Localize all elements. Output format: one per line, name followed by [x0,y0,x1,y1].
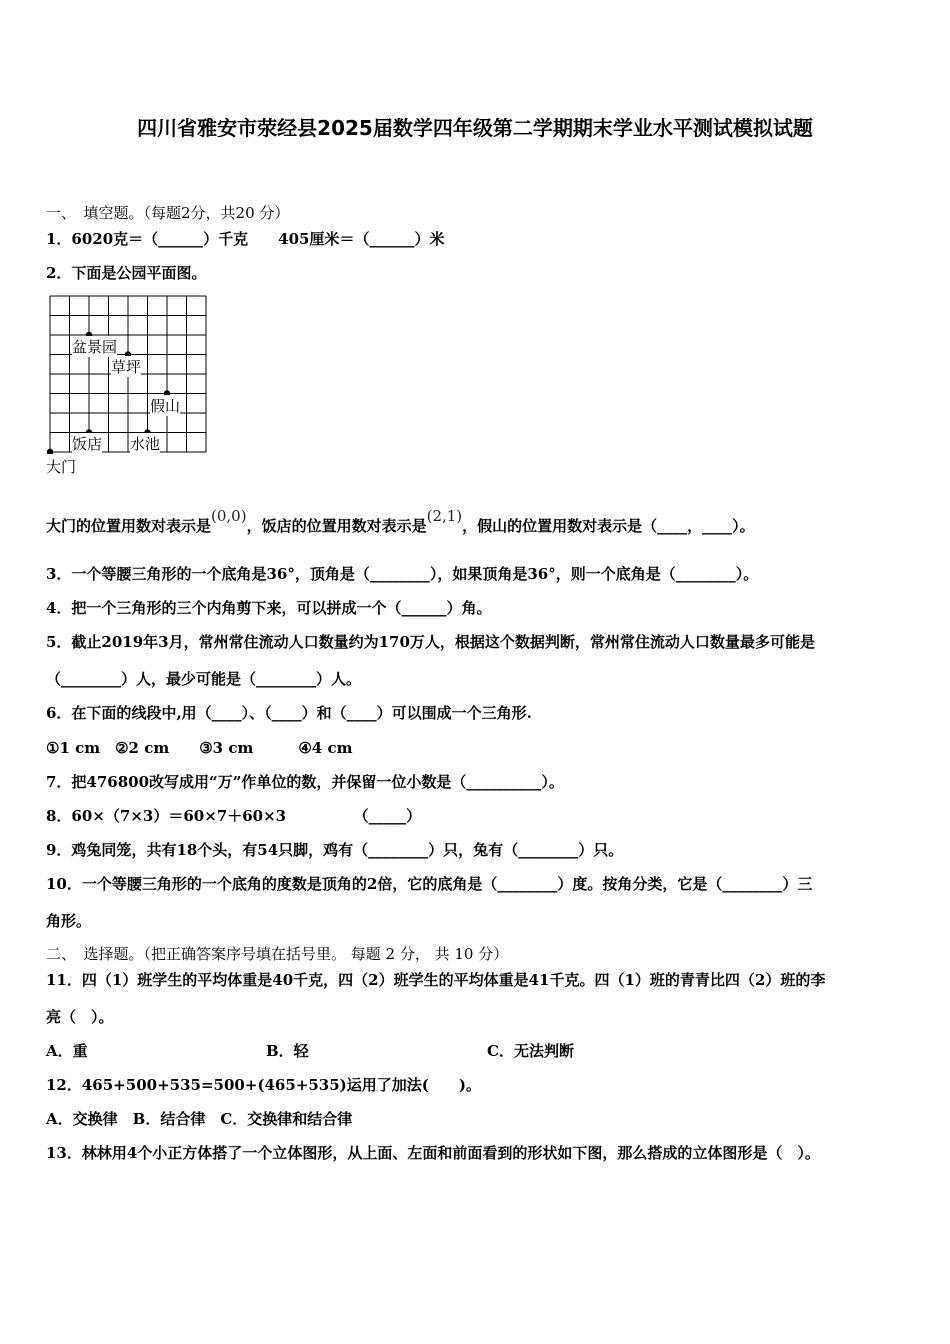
question-12: 12．465+500+535=500+(465+535)运用了加法( )。 [46,1076,481,1094]
question-5-line2: （________）人，最少可能是（________）人。 [46,670,362,688]
gate-point [47,449,53,454]
question-1: 1．6020克＝（______）千克 405厘米＝（______）米 [46,230,445,248]
label-rockery: 假山 [150,397,181,415]
question-2-text [46,507,755,536]
question-11-line1: 11．四（1）班学生的平均体重是40千克，四（2）班学生的平均体重是41千克。四（1）班的青青比四（2）班的李 [46,971,826,989]
question-12-options: A．交换律 B．结合律 C．交换律和结合律 [46,1110,353,1128]
coord-gate: (0,0) [211,507,247,525]
question-5-line1: 5．截止2019年3月，常州常住流动人口数量约为170万人，根据这个数据判断，常州常住流动人口数量最多可能是 [46,633,815,651]
question-4: 4．把一个三角形的三个内角剪下来，可以拼成一个（______）角。 [46,599,492,617]
q2-part1: 大门的位置用数对表示是 [46,517,212,535]
page-title: 四川省雅安市荥经县2025届数学四年级第二学期期末学业水平测试模拟试题 [137,116,813,140]
section-2-heading: 二、 选择题。（把正确答案序号填在括号里。 每题 2 分， 共 10 分） [46,945,509,963]
question-10-line2: 角形。 [46,912,92,930]
question-13: 13．林林用4个小正方体搭了一个立体图形，从上面、左面和前面看到的形状如下图，那么搭成的立体图形是（ ）。 [46,1144,820,1162]
question-11-option-a: A．重 [46,1042,88,1060]
question-2: 2．下面是公园平面图。 [46,264,207,282]
question-9: 9．鸡兔同笼，共有18个头，有54只脚，鸡有（________）只，兔有（________）只。 [46,841,624,859]
coord-restaurant: (2,1) [426,507,463,525]
question-10-line1: 10．一个等腰三角形的一个底角的度数是顶角的2倍，它的底角是（________）度。按角分类，它是（________）三 [46,875,813,893]
label-garden: 盆景园 [72,338,118,356]
question-7: 7．把476800改写成用“万”作单位的数，并保留一位小数是（__________）。 [46,773,564,791]
question-11-option-c: C．无法判断 [487,1042,574,1060]
question-6-options: ①1 cm ②2 cm ③3 cm ④4 cm [46,739,353,757]
park-map [46,294,216,474]
question-6: 6．在下面的线段中,用（____）、（____）和（____）可以围成一个三角形. [46,704,532,722]
question-8: 8．60×（7×3）＝60×7＋60×3 （_____） [46,807,422,825]
q2-part2: ，饭店的位置用数对表示是 [246,517,427,535]
question-11-line2: 亮（ ）。 [46,1008,114,1026]
label-restaurant: 饭店 [72,435,103,453]
section-1-heading: 一、 填空题。（每题2分，共20 分） [46,204,290,222]
q2-part3: ，假山的位置用数对表示是（____，____）。 [462,517,755,535]
question-11-option-b: B．轻 [266,1042,309,1060]
label-lawn: 草坪 [111,358,142,376]
label-gate: 大门 [46,458,77,476]
question-3: 3．一个等腰三角形的一个底角是36°，顶角是（________），如果顶角是36°，则一个底角是（________）。 [46,565,759,583]
label-pool: 水池 [130,435,161,453]
